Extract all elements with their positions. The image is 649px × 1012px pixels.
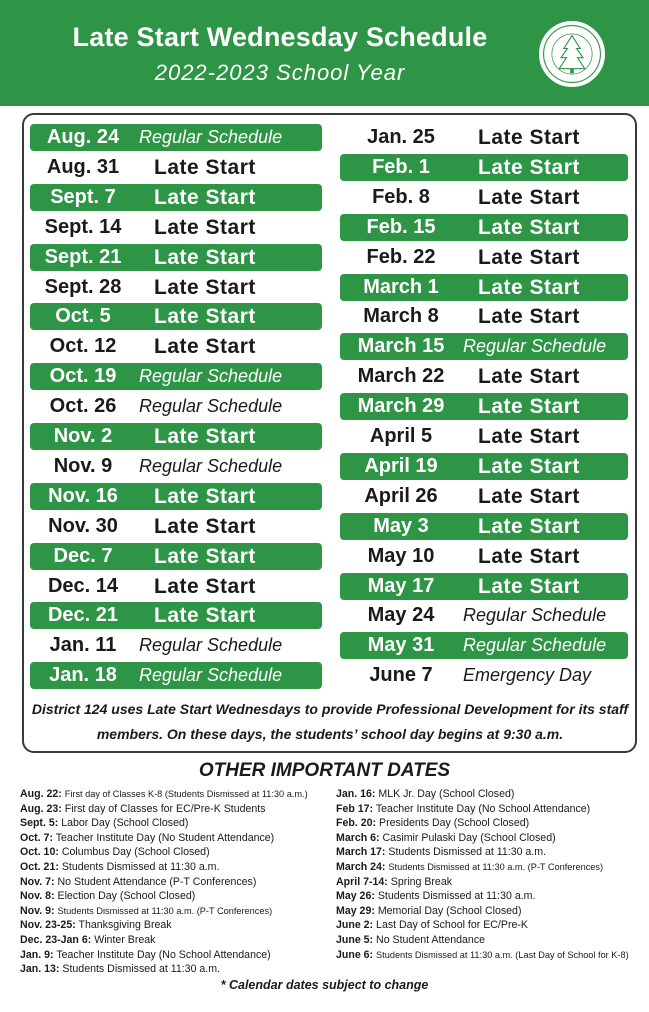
schedule-row	[30, 244, 322, 271]
schedule-row	[30, 543, 322, 570]
schedule-date: Dec. 7	[53, 545, 113, 567]
late-start-label: Late Start	[154, 275, 256, 299]
schedule-date: May 17	[367, 575, 435, 597]
important-date-item	[336, 845, 641, 860]
important-date: Nov. 23-25:	[20, 919, 76, 932]
schedule-row	[30, 363, 322, 390]
other-dates-title: OTHER IMPORTANT DATES	[198, 760, 451, 781]
late-start-label: Late Start	[154, 215, 256, 239]
page-subtitle: 2022-2023 School Year	[154, 60, 406, 85]
important-date-description: Memorial Day (School Closed)	[377, 904, 522, 917]
late-start-label: Late Start	[478, 514, 580, 538]
regular-schedule-label: Regular Schedule	[139, 127, 283, 147]
important-date-description: Students Dismissed at 11:30 a.m. (P-T Conferences)	[57, 905, 273, 916]
important-date-item	[20, 831, 325, 846]
regular-schedule-label: Regular Schedule	[463, 336, 607, 356]
other-dates-left	[20, 787, 325, 977]
late-start-label: Late Start	[154, 155, 256, 179]
schedule-row	[340, 214, 628, 241]
important-date-item	[20, 860, 325, 875]
schedule-date: Sept. 7	[50, 186, 116, 208]
important-date-item	[336, 904, 641, 919]
schedule-row	[30, 423, 322, 450]
tree-seal-icon	[539, 21, 605, 87]
late-start-label: Late Start	[478, 424, 580, 448]
important-date-description: Election Day (School Closed)	[57, 890, 196, 903]
late-start-label: Late Start	[154, 185, 256, 209]
schedule-date: Nov. 30	[48, 515, 118, 537]
important-date-description: First day of Classes K-8 (Students Dismissed at 11:30 a.m.)	[64, 789, 308, 799]
late-start-label: Late Start	[154, 544, 256, 568]
schedule-date: Dec. 14	[47, 575, 119, 597]
important-date: April 7-14:	[336, 875, 388, 888]
important-date: Oct. 21:	[20, 860, 59, 873]
late-start-label: Late Start	[478, 394, 580, 418]
schedule-date: March 22	[357, 365, 445, 387]
important-date-description: MLK Jr. Day (School Closed)	[378, 788, 515, 800]
important-date: May 29:	[336, 904, 375, 917]
schedule-date: April 26	[364, 485, 438, 507]
schedule-row	[340, 274, 628, 301]
important-date-item	[20, 787, 325, 802]
footnote: * Calendar dates subject to change	[220, 978, 429, 992]
schedule-row	[30, 602, 322, 629]
important-date: Nov. 8:	[20, 890, 55, 903]
regular-schedule-label: Regular Schedule	[139, 665, 283, 685]
important-date-description: Labor Day (School Closed)	[61, 817, 189, 830]
schedule-date: Jan. 18	[49, 664, 117, 686]
schedule-row	[340, 124, 628, 151]
schedule-row	[30, 573, 322, 600]
important-date: Nov. 7:	[20, 875, 55, 888]
late-start-label: Late Start	[478, 364, 580, 388]
important-date-item	[20, 962, 325, 977]
schedule-row	[30, 513, 322, 540]
late-start-label: Late Start	[478, 574, 580, 598]
schedule-date: May 10	[367, 545, 435, 567]
important-date-item	[336, 816, 641, 831]
important-date-item	[336, 889, 641, 904]
page-title: Late Start Wednesday Schedule	[72, 22, 488, 52]
late-start-label: Late Start	[478, 125, 580, 149]
schedule-row	[340, 423, 628, 450]
schedule-row	[30, 154, 322, 181]
important-date: Nov. 9:	[20, 904, 55, 917]
important-date: Sept. 5:	[20, 817, 59, 830]
important-date: March 17:	[336, 846, 386, 859]
important-date-item	[336, 875, 641, 890]
important-date: Feb 17:	[336, 802, 374, 815]
important-date-description: First day of Classes for EC/Pre-K Students	[64, 802, 266, 815]
schedule-date: Jan. 25	[367, 126, 435, 148]
important-date-description: Students Dismissed at 11:30 a.m. (P-T Conferences)	[388, 861, 604, 872]
schedule-date: Sept. 14	[44, 216, 122, 238]
important-date: May 26:	[336, 890, 375, 903]
regular-schedule-label: Regular Schedule	[139, 396, 283, 416]
schedule-date: April 5	[369, 425, 433, 447]
important-date-description: No Student Attendance (P-T Conferences)	[57, 875, 257, 888]
schedule-date: Oct. 19	[49, 365, 117, 387]
important-date-description: Teacher Institute Day (No School Attendance)	[56, 948, 271, 961]
late-start-label: Late Start	[478, 454, 580, 478]
important-date: June 2:	[336, 919, 374, 932]
important-date-item	[336, 787, 641, 802]
schedule-date: Nov. 9	[53, 455, 113, 477]
schedule-date: May 31	[367, 634, 435, 656]
important-date-description: Columbus Day (School Closed)	[61, 846, 210, 859]
important-date-description: Students Dismissed at 11:30 a.m.	[388, 846, 547, 859]
late-start-label: Late Start	[154, 245, 256, 269]
important-date-item	[336, 831, 641, 846]
schedule-row	[340, 303, 628, 330]
late-start-label: Late Start	[154, 514, 256, 538]
late-start-label: Late Start	[478, 185, 580, 209]
important-date: June 5:	[336, 933, 374, 946]
late-start-label: Late Start	[478, 544, 580, 568]
important-date-description: Students Dismissed at 11:30 a.m.	[62, 963, 221, 976]
schedule-date: Aug. 24	[46, 126, 120, 148]
regular-schedule-label: Emergency Day	[463, 665, 592, 685]
schedule-date: Oct. 12	[49, 335, 117, 357]
schedule-date: Feb. 1	[372, 156, 430, 178]
late-start-label: Late Start	[154, 334, 256, 358]
schedule-date: May 24	[367, 604, 435, 626]
important-date-description: Casimir Pulaski Day (School Closed)	[382, 831, 556, 844]
schedule-date: March 8	[363, 305, 439, 327]
schedule-date: Sept. 21	[44, 246, 122, 268]
schedule-row	[30, 662, 322, 689]
schedule-date: Oct. 5	[55, 305, 111, 327]
important-date: Dec. 23-Jan 6:	[20, 933, 92, 946]
schedule-row	[340, 333, 628, 360]
important-date-item	[20, 802, 325, 817]
schedule-row	[30, 303, 322, 330]
important-date-item	[336, 948, 641, 963]
important-date-description: Students Dismissed at 11:30 a.m.	[61, 860, 220, 873]
important-date: June 6:	[336, 948, 374, 961]
important-date-item	[336, 918, 641, 933]
schedule-date: Feb. 22	[366, 246, 436, 268]
regular-schedule-label: Regular Schedule	[139, 366, 283, 386]
regular-schedule-label: Regular Schedule	[463, 635, 607, 655]
late-start-label: Late Start	[478, 155, 580, 179]
late-start-label: Late Start	[478, 275, 580, 299]
important-date-description: Students Dismissed at 11:30 a.m.	[377, 890, 536, 903]
important-date-item	[20, 889, 325, 904]
schedule-date: March 15	[357, 335, 445, 357]
important-date-description: Teacher Institute Day (No Student Attendance)	[55, 831, 275, 844]
late-start-label: Late Start	[478, 304, 580, 328]
schedule-date: Feb. 15	[366, 216, 436, 238]
important-date-item	[336, 860, 641, 875]
other-dates-right	[336, 787, 641, 962]
schedule-date: Jan. 11	[49, 634, 117, 656]
header-banner	[0, 0, 649, 106]
schedule-row	[340, 393, 628, 420]
important-date-item	[336, 933, 641, 948]
important-date: Aug. 23:	[20, 802, 62, 815]
important-date-item	[20, 875, 325, 890]
late-start-label: Late Start	[154, 304, 256, 328]
important-date-item	[20, 933, 325, 948]
district-logo	[536, 18, 608, 90]
important-date-description: No Student Attendance	[376, 933, 486, 946]
schedule-row	[340, 244, 628, 271]
important-date-item	[20, 948, 325, 963]
late-start-label: Late Start	[154, 603, 256, 627]
important-date-description: Teacher Institute Day (No School Attendance)	[375, 802, 591, 815]
important-date: Jan. 13:	[20, 963, 60, 976]
schedule-row	[340, 184, 628, 211]
schedule-row	[340, 483, 628, 510]
schedule-row	[340, 632, 628, 659]
schedule-row	[340, 602, 628, 629]
schedule-date: March 29	[357, 395, 445, 417]
schedule-row	[340, 154, 628, 181]
schedule-row	[340, 543, 628, 570]
schedule-row	[30, 184, 322, 211]
schedule-date: March 1	[363, 276, 439, 298]
schedule-row	[30, 274, 322, 301]
schedule-date: Dec. 21	[47, 604, 119, 626]
late-start-label: Late Start	[478, 215, 580, 239]
schedule-row	[30, 483, 322, 510]
schedule-date: Feb. 8	[372, 186, 430, 208]
schedule-row	[30, 214, 322, 241]
important-date: Feb. 20:	[336, 817, 377, 830]
schedule-row	[340, 662, 628, 689]
important-date-description: Thanksgiving Break	[78, 919, 172, 932]
regular-schedule-label: Regular Schedule	[463, 605, 607, 625]
schedule-date: June 7	[369, 664, 433, 686]
schedule-date: May 3	[373, 515, 429, 537]
schedule-date: Oct. 26	[49, 395, 117, 417]
late-start-label: Late Start	[478, 484, 580, 508]
important-date-description: Spring Break	[390, 875, 453, 888]
schedule-date: Nov. 2	[53, 425, 113, 447]
schedule-date: Sept. 28	[44, 276, 122, 298]
important-date-item	[20, 904, 325, 919]
schedule-row	[30, 632, 322, 659]
schedule-row	[340, 573, 628, 600]
important-date-item	[20, 918, 325, 933]
important-date-item	[20, 816, 325, 831]
schedule-date: April 19	[364, 455, 438, 477]
schedule-row	[30, 393, 322, 420]
important-date-description: Last Day of School for EC/Pre-K	[376, 919, 528, 932]
important-date-item	[20, 845, 325, 860]
important-date: Aug. 22:	[20, 788, 62, 800]
important-date-description: Students Dismissed at 11:30 a.m. (Last Day of School for K-8)	[376, 949, 629, 960]
regular-schedule-label: Regular Schedule	[139, 456, 283, 476]
schedule-row	[30, 453, 322, 480]
late-start-label: Late Start	[478, 245, 580, 269]
important-date: Oct. 10:	[20, 846, 59, 859]
important-date: Oct. 7:	[20, 831, 53, 844]
important-date-item	[336, 802, 641, 817]
schedule-date: Nov. 16	[48, 485, 118, 507]
late-start-label: Late Start	[154, 424, 256, 448]
late-start-label: Late Start	[154, 484, 256, 508]
schedule-row	[340, 363, 628, 390]
important-date: Jan. 16:	[336, 788, 376, 800]
regular-schedule-label: Regular Schedule	[139, 635, 283, 655]
important-date: March 24:	[336, 860, 386, 873]
district-note: District 124 uses Late Start Wednesdays to provide Professional Development for its staff members. On these days, the students’ school day begins at 9:30 a.m.	[31, 701, 629, 742]
important-date-description: Winter Break	[94, 933, 156, 946]
important-date: Jan. 9:	[20, 948, 54, 961]
schedule-date: Aug. 31	[46, 156, 120, 178]
late-start-label: Late Start	[154, 574, 256, 598]
important-date: March 6:	[336, 831, 380, 844]
schedule-row	[30, 333, 322, 360]
schedule-row	[340, 453, 628, 480]
important-date-description: Presidents Day (School Closed)	[379, 817, 530, 830]
schedule-row	[340, 513, 628, 540]
schedule-row	[30, 124, 322, 151]
